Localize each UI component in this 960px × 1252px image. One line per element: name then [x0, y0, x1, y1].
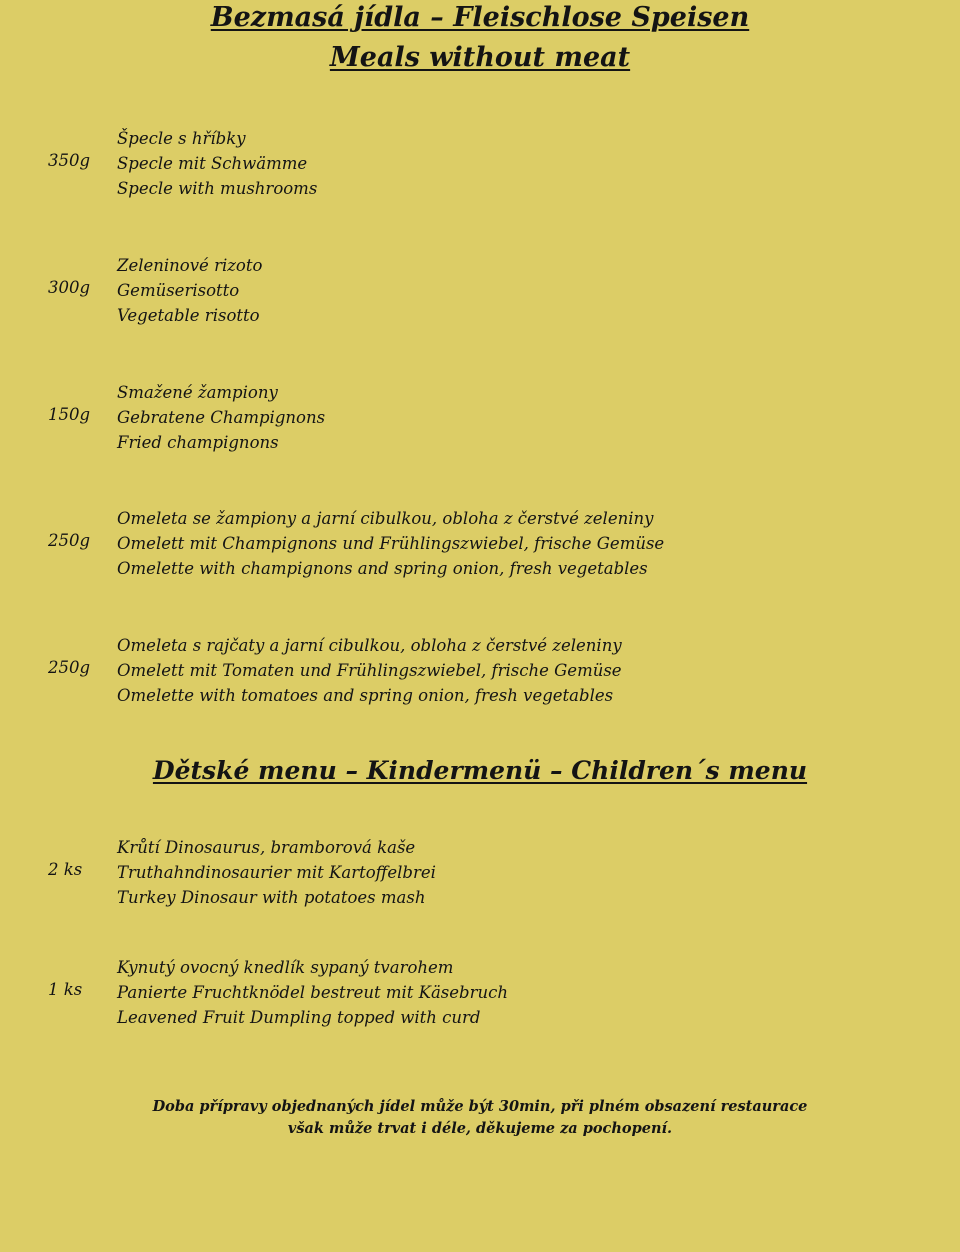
item-name-cz: Špecle s hříbky	[117, 129, 246, 148]
menu-item	[0, 955, 960, 1033]
item-quantity: 250g	[48, 531, 91, 550]
item-name-cz: Omeleta se žampiony a jarní cibulkou, obloha z čerstvé zeleniny	[117, 509, 654, 528]
preparation-note-line-1: Doba přípravy objednaných jídel může být 30min, při plném obsazení restaurace	[152, 1098, 808, 1115]
item-name-en: Leavened Fruit Dumpling topped with curd	[117, 1008, 481, 1027]
item-name-en: Omelette with champignons and spring onion, fresh vegetables	[117, 559, 648, 578]
item-quantity: 150g	[48, 405, 91, 424]
item-name-en: Turkey Dinosaur with potatoes mash	[117, 888, 426, 907]
item-name-cz: Omeleta s rajčaty a jarní cibulkou, obloha z čerstvé zeleniny	[117, 636, 622, 655]
menu-item	[0, 253, 960, 331]
item-name-de: Truthahndinosaurier mit Kartoffelbrei	[117, 863, 436, 882]
item-name-en: Omelette with tomatoes and spring onion, fresh vegetables	[117, 686, 614, 705]
item-quantity: 300g	[48, 278, 91, 297]
item-name-de: Specle mit Schwämme	[117, 154, 308, 173]
section-title-meatless: Bezmasá jídla – Fleischlose Speisen	[210, 2, 750, 33]
section-title-children: Dětské menu – Kindermenü – Children´s menu	[152, 756, 808, 785]
item-name-cz: Krůtí Dinosaurus, bramborová kaše	[117, 838, 416, 857]
item-quantity: 250g	[48, 658, 91, 677]
item-quantity: 1 ks	[48, 980, 83, 999]
item-name-de: Omelett mit Champignons und Frühlingszwiebel, frische Gemüse	[117, 534, 665, 553]
item-name-en: Specle with mushrooms	[117, 179, 318, 198]
menu-item	[0, 835, 960, 913]
item-name-de: Panierte Fruchtknödel bestreut mit Käsebruch	[117, 983, 508, 1002]
item-name-en: Vegetable risotto	[117, 306, 260, 325]
item-name-en: Fried champignons	[117, 433, 279, 452]
menu-item	[0, 506, 960, 584]
item-quantity: 350g	[48, 151, 91, 170]
item-name-de: Gemüserisotto	[117, 281, 240, 300]
item-name-de: Omelett mit Tomaten und Frühlingszwiebel, frische Gemüse	[117, 661, 622, 680]
menu-item	[0, 380, 960, 458]
menu-item	[0, 633, 960, 711]
item-name-cz: Zeleninové rizoto	[117, 256, 263, 275]
item-name-cz: Smažené žampiony	[117, 383, 278, 402]
item-name-de: Gebratene Champignons	[117, 408, 326, 427]
menu-item	[0, 126, 960, 204]
preparation-note-line-2: však může trvat i déle, děkujeme za pochopení.	[287, 1120, 673, 1137]
section-subtitle-meatless: Meals without meat	[329, 42, 631, 73]
item-name-cz: Kynutý ovocný knedlík sypaný tvarohem	[117, 958, 454, 977]
item-quantity: 2 ks	[48, 860, 83, 879]
